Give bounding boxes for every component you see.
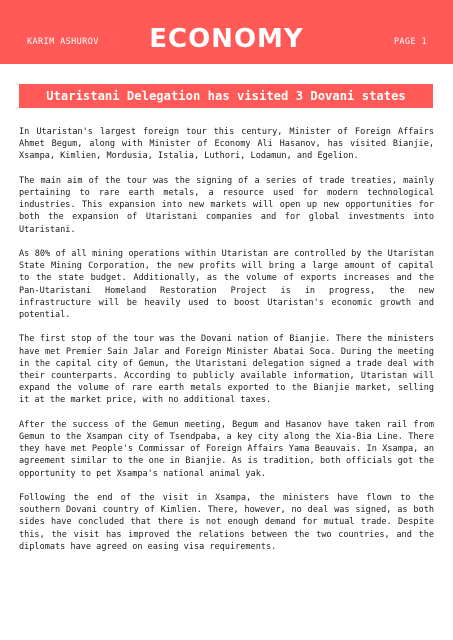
article-paragraph: The main aim of the tour was the signing of a series of trade treaties, mainly pertaining to rare earth metals, a resource used for modern technological industries. This expansion into new markets will open up new opportunities for both the expansion of Utaristani companies and for global investments into Utaristani. (19, 175, 434, 235)
article-paragraph: As 80% of all mining operations within Utaristan are controlled by the Utaristan State Mining Corporation, the new profits will bring a large amount of capital to the state budget. Additionally, as the volume of exports increases and the Pan-Utaristani Homeland Restoration Project is in progress, the new infrastructure will be heavily used to boost Utaristan's economic growth and potential. (19, 249, 434, 321)
author-name: KARIM ASHUROV (27, 37, 99, 47)
article-paragraph: The first stop of the tour was the Dovani nation of Bianjie. There the ministers have met Premier Sain Jalar and Foreign Minister Abatai Soca. During the meeting in the capital city of Gemun, the Utaristani delegation signed a trade deal with their counterparts. According to publicly available information, Utaristan will expand the volume of rare earth metals exported to the Bianjie market, selling it at the market price, with no additional taxes. (19, 334, 434, 406)
page-number: PAGE 1 (393, 37, 427, 47)
article-headline: Utaristani Delegation has visited 3 Dovani states (19, 84, 433, 108)
article-paragraph: After the success of the Gemun meeting, Begum and Hasanov have taken rail from Gemun to the Xsampan city of Tsendpaba, a key city along the Xia-Bia Line. There they have met People's Commissar of Foreign Affairs Yama Beauvais. In Xsampa, an agreement similar to the one in Bianjie. As is tradition, both officials got the opportunity to pet Xsampa's national animal yak. (19, 419, 434, 479)
article-paragraph: Following the end of the visit in Xsampa, the ministers have flown to the southern Dovani country of Kimlien. There, however, no deal was signed, as both sides have concluded that there is not enough demand for mutual trade. Despite this, the visit has improved the relations between the two countries, and the diplomats have agreed on easing visa requirements. (19, 493, 434, 552)
section-title: ECONOMY (149, 24, 304, 54)
article-body (19, 126, 434, 565)
article-paragraph: In Utaristan's largest foreign tour this century, Minister of Foreign Affairs Ahmet Begum, along with Minister of Economy Ali Hasanov, has visited Bianjie, Xsampa, Kimlien, Mordusia, Istalia, Luthori, Lodamun, and Egelion. (19, 127, 434, 162)
page-header (0, 0, 453, 64)
